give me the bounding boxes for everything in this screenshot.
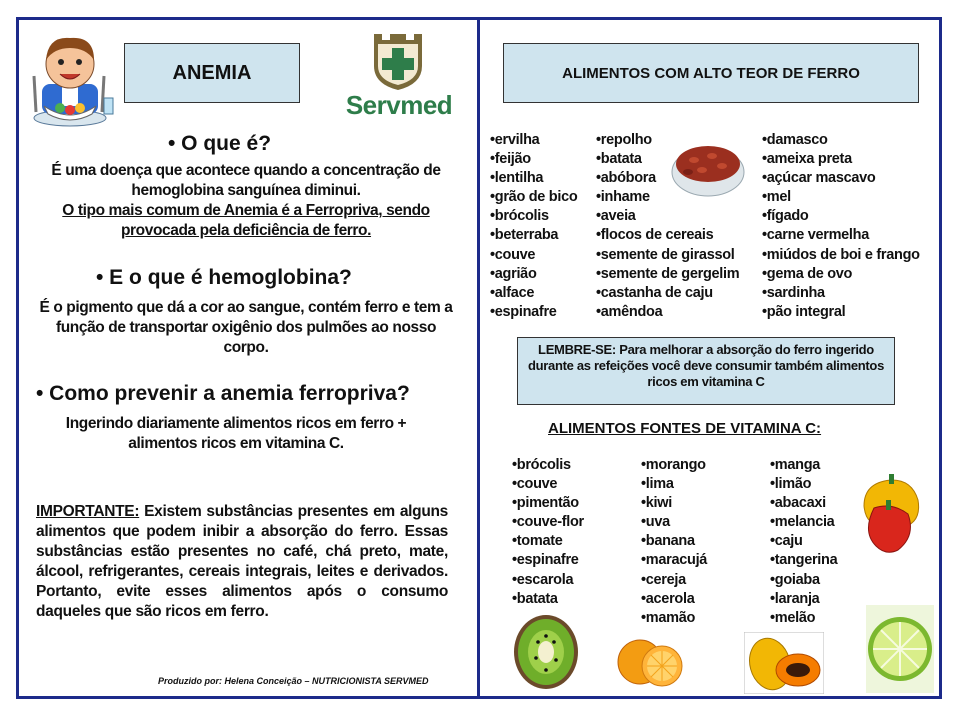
list-item: • tangerina bbox=[770, 551, 837, 570]
list-item: • couve-flor bbox=[512, 513, 584, 532]
list-item: • maracujá bbox=[641, 551, 707, 570]
answer-prevent: Ingerindo diariamente alimentos ricos em ferro + alimentos ricos em vitamina C. bbox=[65, 415, 407, 452]
list-item: • espinafre bbox=[512, 551, 584, 570]
list-item: • feijão bbox=[490, 150, 577, 169]
list-item: • amêndoa bbox=[596, 303, 739, 322]
list-item: • açúcar mascavo bbox=[762, 169, 920, 188]
servmed-shield-icon bbox=[368, 30, 428, 92]
list-item: • castanha de caju bbox=[596, 284, 739, 303]
anemia-title: ANEMIA bbox=[172, 61, 252, 84]
iron-list-1 bbox=[490, 131, 577, 322]
servmed-logo-text: Servmed bbox=[345, 90, 453, 120]
list-item: • brócolis bbox=[512, 456, 584, 475]
iron-list-3 bbox=[762, 131, 920, 322]
answer-hemoglobin: É o pigmento que dá a cor ao sangue, contém ferro e tem a função de transportar oxigênio dos pulmões ao nosso corpo. bbox=[39, 299, 453, 356]
list-item: • caju bbox=[770, 532, 837, 551]
list-item: • mamão bbox=[641, 609, 707, 628]
list-item: • couve bbox=[490, 246, 577, 265]
list-item: • carne vermelha bbox=[762, 226, 920, 245]
list-item: • batata bbox=[596, 150, 739, 169]
list-item: • flocos de cereais bbox=[596, 226, 739, 245]
list-item: • miúdos de boi e frango bbox=[762, 246, 920, 265]
list-item: • alface bbox=[490, 284, 577, 303]
list-item: • morango bbox=[641, 456, 707, 475]
list-item: • aveia bbox=[596, 207, 739, 226]
list-item: • uva bbox=[641, 513, 707, 532]
list-item: • sardinha bbox=[762, 284, 920, 303]
list-item: • ervilha bbox=[490, 131, 577, 150]
list-item: • manga bbox=[770, 456, 837, 475]
list-item: • kiwi bbox=[641, 494, 707, 513]
iron-title: ALIMENTOS COM ALTO TEOR DE FERRO bbox=[562, 64, 860, 82]
list-item: • abóbora bbox=[596, 169, 739, 188]
chef-boy-illustration bbox=[24, 26, 116, 128]
list-item: • laranja bbox=[770, 590, 837, 609]
list-item: • goiaba bbox=[770, 571, 837, 590]
answer-ferropriva-text: O tipo mais comum de Anemia é a Ferropriva, sendo provocada pela deficiência de ferro. bbox=[62, 202, 430, 239]
list-item: • repolho bbox=[596, 131, 739, 150]
vitc-list-2 bbox=[641, 456, 707, 628]
list-item: • grão de bico bbox=[490, 188, 577, 207]
list-item: • banana bbox=[641, 532, 707, 551]
orange-image bbox=[616, 630, 688, 694]
question-prevent: • Como prevenir a anemia ferropriva? bbox=[36, 382, 410, 405]
list-item: • brócolis bbox=[490, 207, 577, 226]
list-item: • couve bbox=[512, 475, 584, 494]
kiwi-image bbox=[510, 612, 582, 692]
list-item: • lentilha bbox=[490, 169, 577, 188]
list-item: • lima bbox=[641, 475, 707, 494]
beans-bowl-image bbox=[668, 132, 748, 200]
vitamin-c-title: ALIMENTOS FONTES DE VITAMINA C: bbox=[548, 420, 822, 437]
list-item: • melão bbox=[770, 609, 837, 628]
list-item: • beterraba bbox=[490, 226, 577, 245]
list-item: • ameixa preta bbox=[762, 150, 920, 169]
footer-credit: Produzido por: Helena Conceição – NUTRICIONISTA SERVMED bbox=[158, 676, 429, 686]
papaya-image bbox=[744, 632, 824, 694]
list-item: • espinafre bbox=[490, 303, 577, 322]
list-item: • damasco bbox=[762, 131, 920, 150]
list-item: • cereja bbox=[641, 571, 707, 590]
reminder-box: LEMBRE-SE: Para melhorar a absorção do ferro ingerido durante as refeições você deve consumir também alimentos ricos em vitamina C bbox=[517, 337, 895, 405]
list-item: • melancia bbox=[770, 513, 837, 532]
answer-what-is-text: É uma doença que acontece quando a concentração de hemoglobina sanguínea diminui. bbox=[51, 162, 441, 199]
list-item: • pão integral bbox=[762, 303, 920, 322]
list-item: • pimentão bbox=[512, 494, 584, 513]
list-item: • limão bbox=[770, 475, 837, 494]
answer-what-is bbox=[36, 161, 456, 241]
important-label: IMPORTANTE: bbox=[36, 503, 140, 520]
bell-peppers-image bbox=[856, 470, 928, 556]
important-note bbox=[36, 502, 448, 622]
list-item: • fígado bbox=[762, 207, 920, 226]
column-divider bbox=[477, 17, 480, 699]
list-item: • semente de gergelim bbox=[596, 265, 739, 284]
lime-image bbox=[866, 605, 934, 693]
list-item: • agrião bbox=[490, 265, 577, 284]
list-item: • gema de ovo bbox=[762, 265, 920, 284]
list-item: • escarola bbox=[512, 571, 584, 590]
list-item: • mel bbox=[762, 188, 920, 207]
anemia-title-box bbox=[124, 43, 300, 103]
list-item: • tomate bbox=[512, 532, 584, 551]
question-hemoglobin: • E o que é hemoglobina? bbox=[96, 266, 352, 289]
vitc-list-3 bbox=[770, 456, 837, 628]
important-text: Existem substâncias presentes em alguns alimentos que podem inibir a absorção do ferro. Essas substâncias estão presentes no café, chá preto, mate, álcool, refrigerantes, cereais integrais, leites e derivados. Portanto, evite esses alimentos após o consumo daqueles que são ricos em ferro. bbox=[36, 503, 448, 620]
list-item: • semente de girassol bbox=[596, 246, 739, 265]
question-what-is: • O que é? bbox=[168, 132, 272, 155]
iron-title-box bbox=[503, 43, 919, 103]
list-item: • abacaxi bbox=[770, 494, 837, 513]
vitc-list-1 bbox=[512, 456, 584, 609]
servmed-logo bbox=[340, 30, 458, 122]
list-item: • inhame bbox=[596, 188, 739, 207]
list-item: • acerola bbox=[641, 590, 707, 609]
list-item: • batata bbox=[512, 590, 584, 609]
